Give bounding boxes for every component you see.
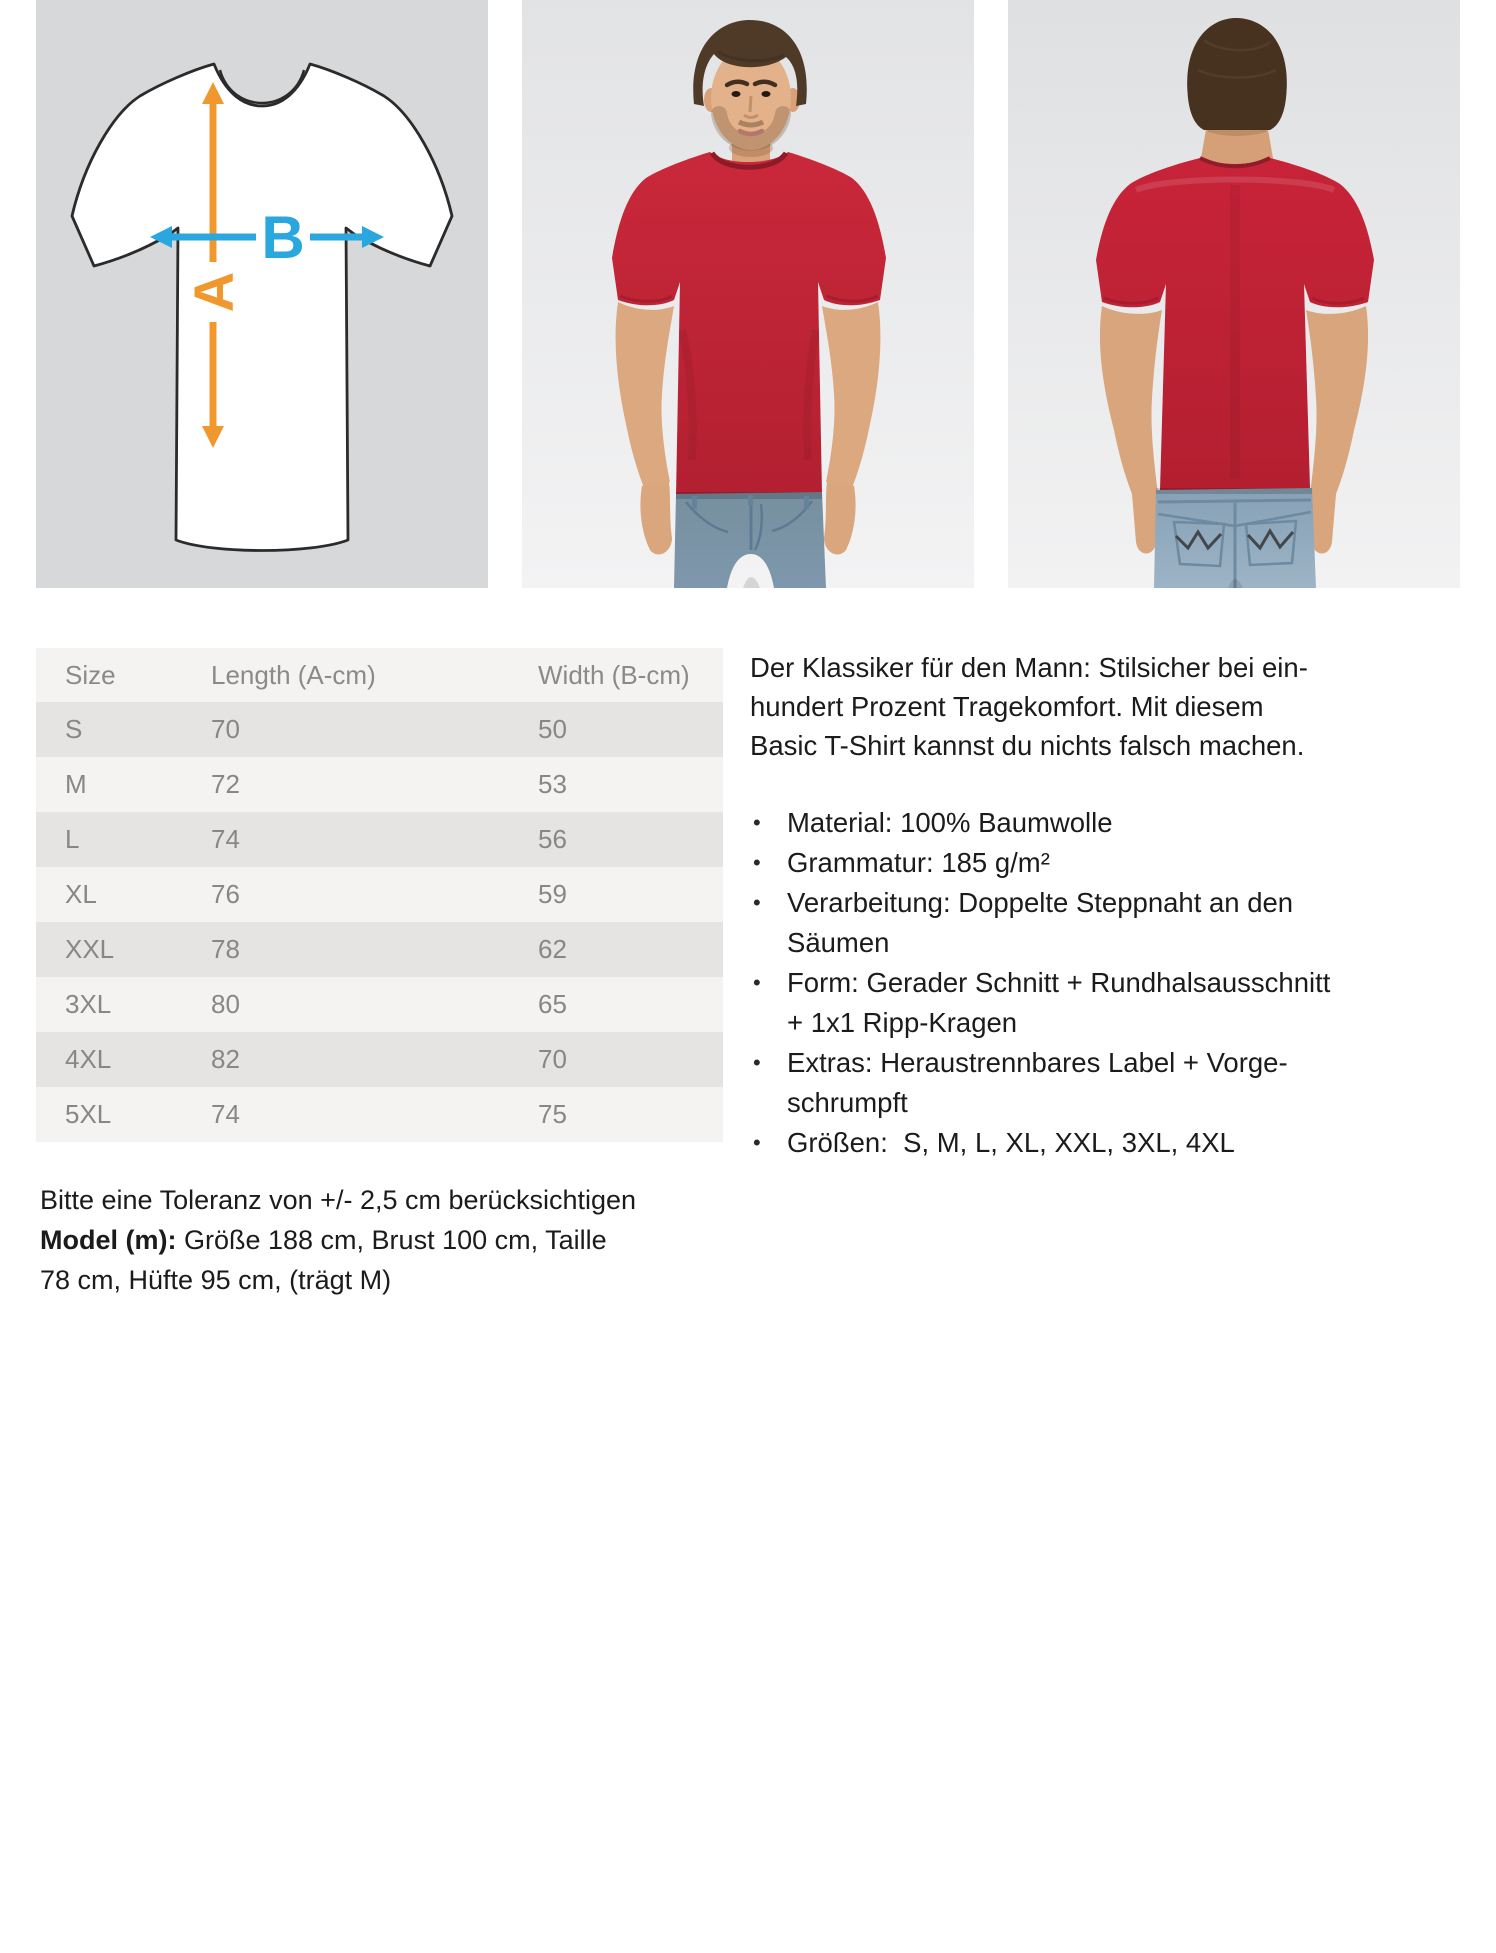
list-item: • Grammatur: 185 g/m²	[750, 843, 1460, 883]
bullet-icon: •	[753, 810, 761, 835]
hair-back	[1187, 18, 1287, 130]
size-cell: 3XL	[65, 989, 112, 1019]
tolerance-line: Bitte eine Toleranz von +/- 2,5 cm berücksichtigen	[40, 1185, 637, 1215]
length-cell: 82	[211, 1044, 240, 1074]
list-item: • Verarbeitung: Doppelte Steppnaht an den Säumen	[750, 883, 1460, 963]
column-header-length: Length (A-cm)	[210, 648, 537, 702]
length-cell: 74	[211, 1099, 240, 1129]
size-cell: XL	[65, 879, 97, 909]
width-cell: 59	[538, 879, 567, 909]
table-row	[36, 702, 723, 757]
model-back-photo[interactable]	[1008, 0, 1460, 588]
size-chart-column	[36, 648, 723, 1300]
length-cell: 76	[211, 879, 240, 909]
model-label: Model (m):	[40, 1225, 177, 1255]
product-info-section	[0, 648, 1496, 1300]
width-cell: 65	[538, 989, 567, 1019]
column-header-size: Size	[36, 648, 210, 702]
table-row	[36, 757, 723, 812]
size-chart-header-row	[36, 648, 723, 702]
width-cell: 75	[538, 1099, 567, 1129]
column-header-width: Width (B-cm)	[537, 648, 723, 702]
list-item: • Größen: S, M, L, XL, XXL, 3XL, 4XL	[750, 1123, 1460, 1163]
product-feature-list	[750, 803, 1460, 1163]
size-chart-table	[36, 648, 723, 1142]
width-cell: 62	[538, 934, 567, 964]
width-cell: 53	[538, 769, 567, 799]
label-b: B	[261, 204, 305, 271]
length-cell: 72	[211, 769, 240, 799]
table-row	[36, 812, 723, 867]
model-front-photo[interactable]	[522, 0, 974, 588]
table-row	[36, 1032, 723, 1087]
model-info-line2: 78 cm, Hüfte 95 cm, (trägt M)	[40, 1265, 392, 1295]
product-image-gallery	[0, 0, 1496, 588]
tolerance-note	[40, 1180, 723, 1300]
size-cell: XXL	[65, 934, 115, 964]
size-cell: 4XL	[65, 1044, 112, 1074]
length-cell: 74	[211, 824, 240, 854]
list-item: • Material: 100% Baumwolle	[750, 803, 1460, 843]
bullet-icon: •	[753, 890, 761, 915]
width-cell: 56	[538, 824, 567, 854]
list-item: • Extras: Heraustrennbares Label + Vorge- schrumpft	[750, 1043, 1460, 1123]
size-cell: L	[65, 824, 80, 854]
table-row	[36, 922, 723, 977]
bullet-icon: •	[753, 850, 761, 875]
length-cell: 80	[211, 989, 240, 1019]
table-row	[36, 867, 723, 922]
list-item: • Form: Gerader Schnitt + Rundhalsausschnitt + 1x1 Ripp-Kragen	[750, 963, 1460, 1043]
size-diagram-image[interactable]	[36, 0, 488, 588]
length-cell: 70	[211, 714, 240, 744]
size-cell: M	[65, 769, 87, 799]
label-a: A	[182, 271, 245, 313]
model-back-illustration	[1008, 0, 1460, 588]
model-info-line1: Model (m): Größe 188 cm, Brust 100 cm, Taille	[40, 1225, 607, 1255]
model-front-illustration	[522, 0, 974, 588]
size-cell: S	[65, 714, 83, 744]
bullet-icon: •	[753, 1050, 761, 1075]
tshirt-measurement-diagram	[36, 0, 488, 588]
size-cell: 5XL	[65, 1099, 112, 1129]
description-column	[750, 648, 1460, 1163]
bullet-icon: •	[753, 1130, 761, 1155]
table-row	[36, 1087, 723, 1142]
width-cell: 50	[538, 714, 567, 744]
table-row	[36, 977, 723, 1032]
width-cell: 70	[538, 1044, 567, 1074]
product-description: Der Klassiker für den Mann: Stilsicher bei ein- hundert Prozent Tragekomfort. Mit diesem Basic T-Shirt kannst du nichts falsch machen.	[750, 652, 1308, 761]
bullet-icon: •	[753, 970, 761, 995]
length-cell: 78	[211, 934, 240, 964]
